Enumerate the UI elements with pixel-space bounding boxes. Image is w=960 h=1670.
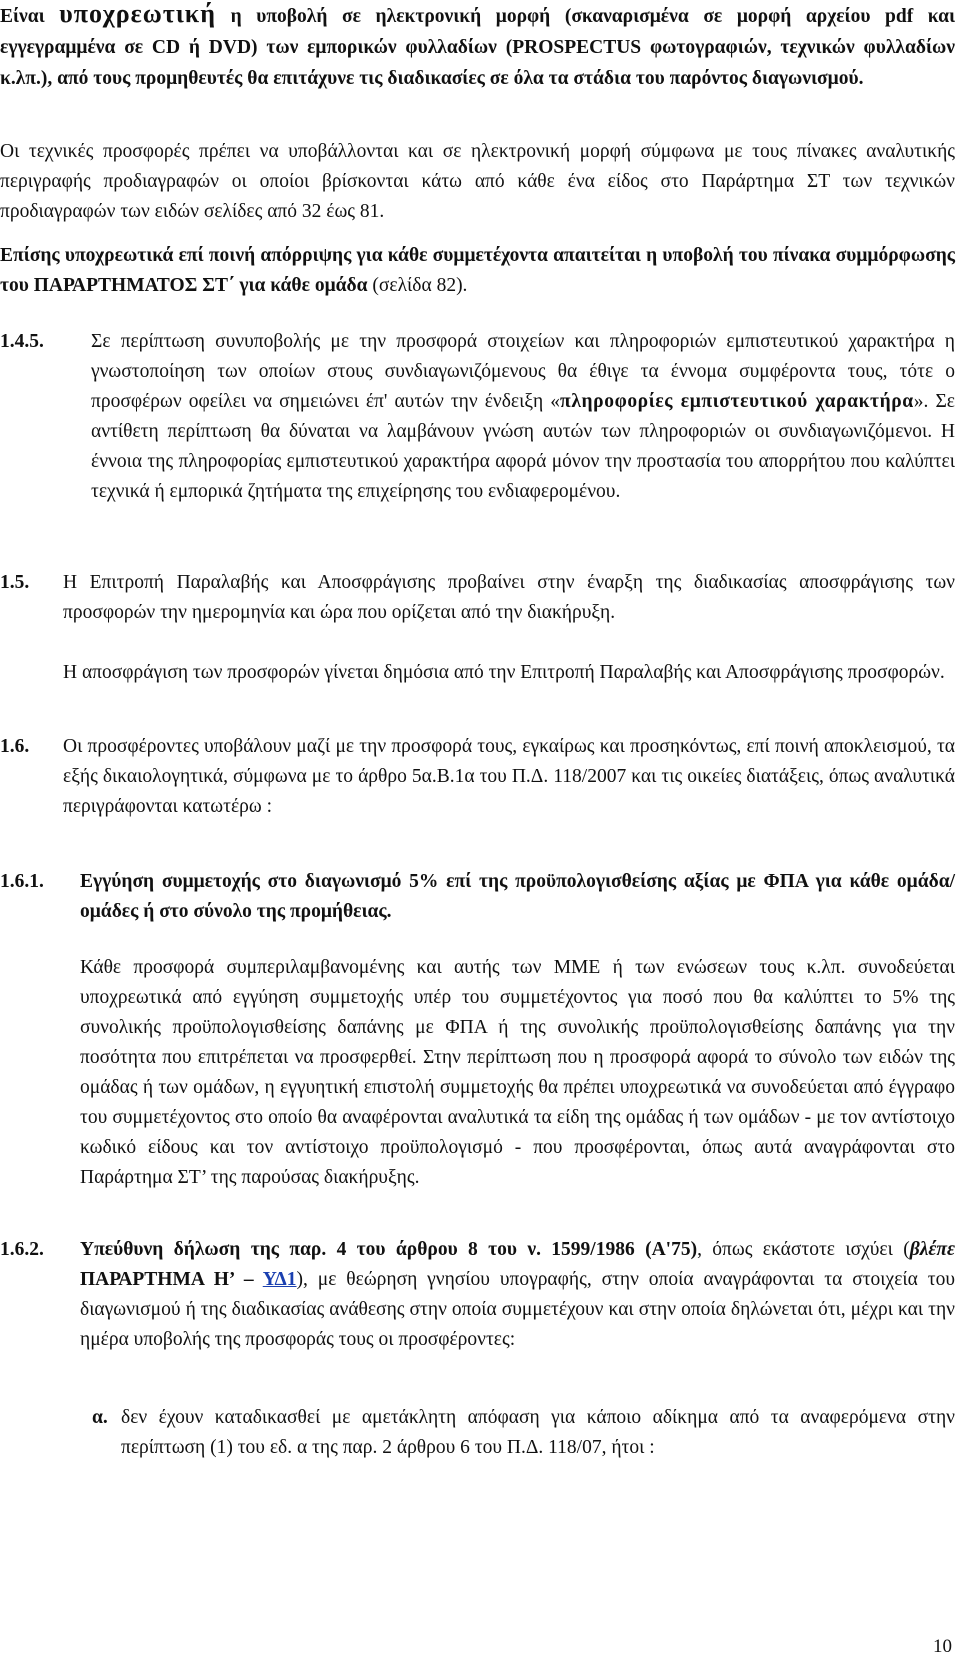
section-text: Οι προσφέροντες υποβάλουν μαζί με την προσφορά τους, εγκαίρως και προσηκόντως, επί ποινή αποκλεισμού, τα εξής δικαιολογητικά, σύμφωνα με το άρθρο 5α.Β.1α του Π.Δ. 118/2007 και τις οικείες διατάξεις, όπως αναλυτικά περιγράφονται κατωτέρω : bbox=[63, 736, 955, 817]
annex-ref: ΠΑΡΑΡΤΗΜΑ Η’ – bbox=[80, 1269, 263, 1290]
section-number: 1.4.5. bbox=[0, 331, 44, 352]
section-number: 1.6. bbox=[0, 736, 30, 757]
annex-link[interactable]: ΥΔ1 bbox=[262, 1269, 297, 1290]
list-item-label: α. bbox=[92, 1407, 108, 1428]
section-text bbox=[80, 1235, 955, 1355]
section-text: Η Επιτροπή Παραλαβής και Αποσφράγισης προβαίνει στην έναρξη της διαδικασίας αποσφράγισης των προσφορών την ημερομηνία και ώρα που ορίζεται από την διακήρυξη. bbox=[63, 572, 955, 623]
section-title: Υπεύθυνη δήλωση της παρ. 4 του άρθρου 8 του ν. 1599/1986 (Α'75) bbox=[80, 1239, 698, 1260]
list-item-text: δεν έχουν καταδικασθεί με αμετάκλητη απόφαση για κάποιο αδίκημα από τα αναφερόμενα στην περίπτωση (1) του εδ. α της παρ. 2 άρθρου 6 του Π.Δ. 118/07, ήτοι : bbox=[121, 1407, 955, 1458]
section-text: Κάθε προσφορά συμπεριλαμβανομένης και αυτής των ΜΜΕ ή των ενώσεων τους κ.λπ. συνοδεύεται υποχρεωτικά από εγγύηση συμμετοχής υπέρ του συμμετέχοντος για ποσό που θα καλύπτει το 5% της συνολικής προϋπολογισθείσης δαπάνης με ΦΠΑ ή της συνολικής προϋπολογισθείσης δαπάνης για την ποσότητα που επιτρέπεται να προσφερθεί. Στην περίπτωση που η προσφορά αφορά το σύνολο των ειδών της ομάδας ή των ομάδων, η εγγυητική επιστολή συμμετοχής θα πρέπει υποχρεωτικά να συνοδεύεται από έγγραφο του συμμετέχοντος στο οποίο θα αναφέρονται αναλυτικά τα είδη της ομάδας ή των ομάδων - με τον αντίστοιχο κωδικό είδους και τον αντίστοιχο προϋπολογισμό - που προσφέρονται, όπως αυτά αναγράφονται στο Παράρτημα ΣΤ’ της παρούσας διακήρυξης. bbox=[80, 957, 955, 1188]
section-number: 1.6.1. bbox=[0, 871, 44, 892]
section-1-6-1 bbox=[0, 867, 955, 1227]
section-text-part: , όπως εκάστοτε ισχύει ( bbox=[697, 1239, 910, 1260]
section-number: 1.6.2. bbox=[0, 1239, 44, 1260]
section-number: 1.5. bbox=[0, 572, 30, 593]
section-1-6 bbox=[0, 732, 955, 852]
list-item-a bbox=[0, 1403, 955, 1503]
section-title: Εγγύηση συμμετοχής στο διαγωνισμό 5% επί της προϋπολογισθείσης αξίας με ΦΠΑ για κάθε ομάδα/ομάδες ή στο σύνολο της προμήθειας. bbox=[80, 871, 955, 922]
intro-rest: η υποβολή σε ηλεκτρονική μορφή (σκαναρισμένα σε μορφή αρχείου pdf και εγγεγραμμένα σε CD ή DVD) των εμπορικών φυλλαδίων (PROSPECTUS φωτογραφιών, τεχνικών φυλλαδίων κ.λπ.), από τους προμηθευτές θα επιτάχυνε τις διαδικασίες σε όλα τα στάδια του παρόντος διαγωνισμού. bbox=[0, 6, 955, 89]
section-1-5 bbox=[0, 568, 955, 718]
intro-emphasis: υποχρεωτική bbox=[59, 0, 216, 28]
intro-paragraph bbox=[0, 0, 955, 94]
section-text-part: ». Σε αντίθετη περίπτωση θα δύναται να λαμβάνουν γνώση αυτών των πληροφοριών οι συνδιαγωνιζόμενοι. Η έννοια της πληροφορίας εμπιστευτικού χαρακτήρα αφορά μόνον την προστασία του απορρήτου που καλύπτει τεχνικά ή εμπορικά ζητήματα της επιχείρησης του ενδιαφερομένου. bbox=[91, 391, 955, 502]
intro-start: Είναι bbox=[0, 6, 60, 27]
compliance-paragraph bbox=[0, 241, 955, 301]
section-text-part: Σε περίπτωση συνυποβολής με την προσφορά στοιχείων και πληροφοριών εμπιστευτικού χαρακτήρα η γνωστοποίηση των οποίων στους συνδιαγωνιζόμενους θα έθιγε τα έννομα συμφέροντα τους, τότε ο προσφέρων οφείλει να σημειώνει έπ' αυτών την ένδειξη « bbox=[91, 331, 955, 412]
page-number: 10 bbox=[933, 1636, 952, 1657]
section-1-4-5 bbox=[0, 327, 955, 567]
see-label: βλέπε bbox=[909, 1239, 955, 1260]
section-text-part: ), με θεώρηση γνησίου υπογραφής, στην οποία αναγράφονται τα στοιχεία του διαγωνισμού ή της διαδικασίας ανάθεσης στην οποία συμμετέχουν και στην οποία δηλώνεται ότι, μέχρι και την ημέρα υποβολής της προσφοράς τους οι προσφέροντες: bbox=[80, 1269, 955, 1350]
compliance-rest: (σελίδα 82). bbox=[367, 275, 468, 296]
confidential-label: πληροφορίες εμπιστευτικού χαρακτήρα bbox=[560, 391, 914, 412]
section-text-second: Η αποσφράγιση των προσφορών γίνεται δημόσια από την Επιτροπή Παραλαβής και Αποσφράγισης προσφορών. bbox=[63, 662, 945, 683]
compliance-bold: Επίσης υποχρεωτικά επί ποινή απόρριψης για κάθε συμμετέχοντα απαιτείται η υποβολή του πίνακα συμμόρφωσης του ΠΑΡΑΡΤΗΜΑΤΟΣ ΣΤ΄ για κάθε ομάδα bbox=[0, 245, 955, 296]
section-text bbox=[91, 327, 955, 507]
section-1-6-2 bbox=[0, 1235, 955, 1385]
tech-offers-paragraph: Οι τεχνικές προσφορές πρέπει να υποβάλλονται και σε ηλεκτρονική μορφή σύμφωνα με τους πίνακες αναλυτικής περιγραφής προδιαγραφών οι οποίοι βρίσκονται κάτω από κάθε ένα είδος στο Παράρτημα ΣΤ των τεχνικών προδιαγραφών των ειδών σελίδες από 32 έως 81. bbox=[0, 141, 955, 222]
